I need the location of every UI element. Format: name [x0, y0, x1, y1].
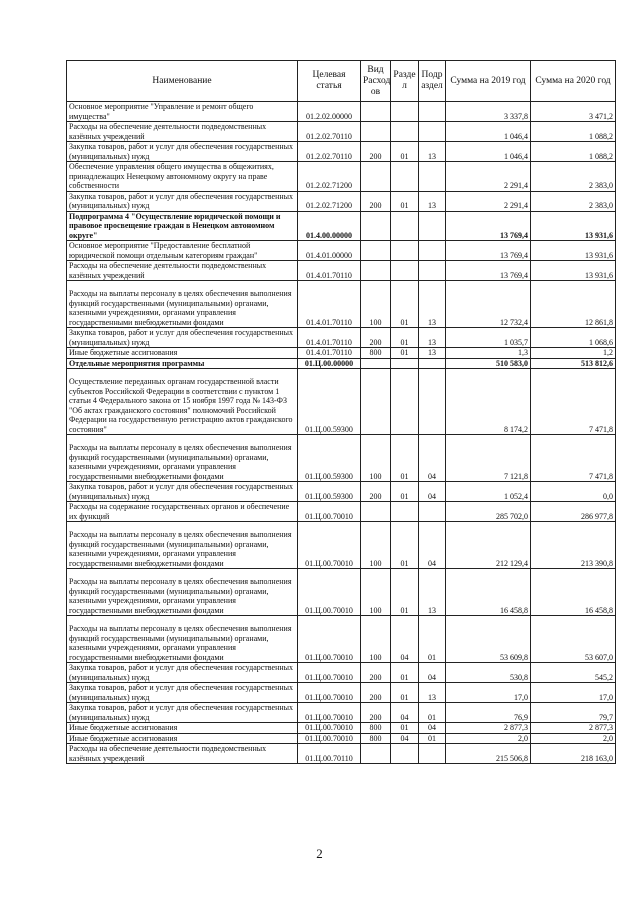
row-target-article: 01.Ц.00.70010	[298, 683, 361, 703]
table-row	[67, 102, 616, 122]
table-row	[67, 358, 616, 369]
row-section: 01	[391, 683, 419, 703]
row-expense-type	[361, 502, 391, 522]
row-name: Иные бюджетные ассигнования	[67, 733, 298, 744]
row-target-article: 01.Ц.00.70010	[298, 723, 361, 734]
table-header	[67, 61, 616, 102]
row-sum-2020: 0,0	[531, 482, 616, 502]
page-number: 2	[316, 846, 323, 861]
row-subsection	[419, 261, 446, 281]
row-sum-2020: 286 977,8	[531, 502, 616, 522]
row-target-article: 01.Ц.00.70010	[298, 569, 361, 616]
row-expense-type	[361, 369, 391, 435]
row-expense-type: 200	[361, 663, 391, 683]
row-sum-2020: 2 383,0	[531, 191, 616, 211]
row-sum-2020: 2 877,3	[531, 723, 616, 734]
row-subsection: 01	[419, 616, 446, 663]
row-sum-2020: 17,0	[531, 683, 616, 703]
row-sum-2020: 13 931,6	[531, 241, 616, 261]
row-section	[391, 502, 419, 522]
row-subsection	[419, 102, 446, 122]
row-sum-2019: 8 174,2	[446, 369, 531, 435]
header-name: Наименование	[67, 61, 298, 102]
row-sum-2020: 3 471,2	[531, 102, 616, 122]
row-sum-2020: 7 471,8	[531, 435, 616, 482]
row-subsection: 04	[419, 663, 446, 683]
row-target-article: 01.2.02.00000	[298, 102, 361, 122]
row-section	[391, 261, 419, 281]
table-row	[67, 723, 616, 734]
row-section	[391, 211, 419, 241]
row-expense-type: 100	[361, 522, 391, 569]
row-sum-2019: 12 732,4	[446, 281, 531, 328]
row-sum-2019: 1 035,7	[446, 328, 531, 348]
row-sum-2019: 7 121,8	[446, 435, 531, 482]
row-subsection: 04	[419, 435, 446, 482]
table-row	[67, 122, 616, 142]
row-section	[391, 241, 419, 261]
row-sum-2020: 13 931,6	[531, 261, 616, 281]
row-name: Расходы на выплаты персоналу в целях обеспечения выполнения функций государственными (муниципальными) органами, казенными учреждениями, органами управления государственными внебюджетными фондами	[67, 522, 298, 569]
row-name: Подпрограмма 4 "Осуществление юридической помощи и правовое просвещение граждан в Ненецком автономном округе"	[67, 211, 298, 241]
row-target-article: 01.Ц.00.70010	[298, 703, 361, 723]
row-subsection: 13	[419, 328, 446, 348]
row-section	[391, 358, 419, 369]
row-sum-2020: 213 390,8	[531, 522, 616, 569]
row-name: Основное мероприятие "Управление и ремонт общего имущества"	[67, 102, 298, 122]
row-target-article: 01.2.02.70110	[298, 122, 361, 142]
row-sum-2019: 17,0	[446, 683, 531, 703]
row-sum-2019: 13 769,4	[446, 211, 531, 241]
row-subsection	[419, 122, 446, 142]
row-section: 01	[391, 142, 419, 162]
row-subsection: 13	[419, 348, 446, 359]
row-target-article: 01.4.01.70110	[298, 261, 361, 281]
row-sum-2020: 2,0	[531, 733, 616, 744]
table-row	[67, 435, 616, 482]
row-section: 04	[391, 703, 419, 723]
row-subsection	[419, 358, 446, 369]
table-row	[67, 328, 616, 348]
row-name: Обеспечение управления общего имущества в общежитиях, принадлежащих Ненецкому автономному округу на праве собственности	[67, 162, 298, 192]
table-row	[67, 142, 616, 162]
table-row	[67, 369, 616, 435]
row-sum-2020: 12 861,8	[531, 281, 616, 328]
row-sum-2020: 53 607,0	[531, 616, 616, 663]
row-expense-type: 800	[361, 733, 391, 744]
row-subsection	[419, 502, 446, 522]
row-target-article: 01.4.00.00000	[298, 211, 361, 241]
row-section: 01	[391, 723, 419, 734]
row-name: Расходы на обеспечение деятельности подведомственных казённых учреждений	[67, 744, 298, 764]
row-subsection: 13	[419, 683, 446, 703]
table-row	[67, 733, 616, 744]
table-row	[67, 703, 616, 723]
row-expense-type	[361, 744, 391, 764]
row-expense-type	[361, 358, 391, 369]
row-target-article: 01.Ц.00.70010	[298, 616, 361, 663]
budget-table	[66, 60, 616, 764]
row-expense-type	[361, 122, 391, 142]
row-sum-2019: 2 291,4	[446, 162, 531, 192]
row-sum-2020: 1 068,6	[531, 328, 616, 348]
row-target-article: 01.Ц.00.00000	[298, 358, 361, 369]
row-sum-2020: 513 812,6	[531, 358, 616, 369]
row-target-article: 01.4.01.00000	[298, 241, 361, 261]
row-expense-type	[361, 241, 391, 261]
row-target-article: 01.Ц.00.59300	[298, 435, 361, 482]
row-target-article: 01.2.02.71200	[298, 162, 361, 192]
row-target-article: 01.4.01.70110	[298, 348, 361, 359]
row-sum-2019: 1 052,4	[446, 482, 531, 502]
row-name: Осуществление переданных органам государственной власти субъектов Российской Федерации в соответствии с пунктом 1 статьи 4 Федерального закона от 15 ноября 1997 года № 143-ФЗ "Об актах гражданского состояния" полномочий Российской Федерации на государственную регистрацию актов гражданского состояния"	[67, 369, 298, 435]
row-section: 01	[391, 522, 419, 569]
row-expense-type: 200	[361, 482, 391, 502]
row-target-article: 01.4.01.70110	[298, 328, 361, 348]
row-sum-2019: 76,9	[446, 703, 531, 723]
row-expense-type	[361, 261, 391, 281]
row-sum-2020: 16 458,8	[531, 569, 616, 616]
table-row	[67, 663, 616, 683]
row-name: Иные бюджетные ассигнования	[67, 348, 298, 359]
row-target-article: 01.4.01.70110	[298, 281, 361, 328]
table-row	[67, 683, 616, 703]
row-subsection: 01	[419, 703, 446, 723]
row-name: Расходы на выплаты персоналу в целях обеспечения выполнения функций государственными (муниципальными) органами, казенными учреждениями, органами управления государственными внебюджетными фондами	[67, 569, 298, 616]
row-subsection: 13	[419, 191, 446, 211]
row-section	[391, 162, 419, 192]
row-expense-type: 100	[361, 569, 391, 616]
header-row	[67, 61, 616, 102]
row-subsection: 04	[419, 482, 446, 502]
row-sum-2020: 1 088,2	[531, 142, 616, 162]
row-sum-2019: 1 046,4	[446, 142, 531, 162]
row-subsection: 04	[419, 522, 446, 569]
table-row	[67, 281, 616, 328]
row-sum-2020: 218 163,0	[531, 744, 616, 764]
row-sum-2020: 7 471,8	[531, 369, 616, 435]
row-section: 04	[391, 616, 419, 663]
row-sum-2019: 13 769,4	[446, 241, 531, 261]
row-sum-2019: 2 291,4	[446, 191, 531, 211]
row-sum-2019: 285 702,0	[446, 502, 531, 522]
row-name: Закупка товаров, работ и услуг для обеспечения государственных (муниципальных) нужд	[67, 663, 298, 683]
row-sum-2019: 13 769,4	[446, 261, 531, 281]
header-expense-type: Вид Расход ов	[361, 61, 391, 102]
row-target-article: 01.Ц.00.59300	[298, 482, 361, 502]
row-sum-2019: 2,0	[446, 733, 531, 744]
row-sum-2020: 2 383,0	[531, 162, 616, 192]
row-subsection	[419, 369, 446, 435]
row-section: 04	[391, 733, 419, 744]
row-name: Закупка товаров, работ и услуг для обеспечения государственных (муниципальных) нужд	[67, 328, 298, 348]
row-sum-2019: 510 583,0	[446, 358, 531, 369]
header-target-article: Целевая статья	[298, 61, 361, 102]
row-expense-type	[361, 102, 391, 122]
row-target-article: 01.Ц.00.70010	[298, 502, 361, 522]
row-expense-type: 200	[361, 328, 391, 348]
row-section: 01	[391, 435, 419, 482]
row-name: Расходы на выплаты персоналу в целях обеспечения выполнения функций государственными (муниципальными) органами, казенными учреждениями, органами управления государственными внебюджетными фондами	[67, 281, 298, 328]
table-row	[67, 744, 616, 764]
row-subsection: 13	[419, 569, 446, 616]
row-expense-type: 200	[361, 191, 391, 211]
row-sum-2020: 545,2	[531, 663, 616, 683]
table-row	[67, 162, 616, 192]
row-subsection: 01	[419, 733, 446, 744]
row-sum-2019: 1,3	[446, 348, 531, 359]
row-sum-2019: 3 337,8	[446, 102, 531, 122]
row-section	[391, 122, 419, 142]
row-sum-2019: 530,8	[446, 663, 531, 683]
row-subsection	[419, 211, 446, 241]
row-target-article: 01.2.02.71200	[298, 191, 361, 211]
row-sum-2019: 1 046,4	[446, 122, 531, 142]
header-sum-2020: Сумма на 2020 год	[531, 61, 616, 102]
row-expense-type: 800	[361, 348, 391, 359]
row-section: 01	[391, 569, 419, 616]
table-row	[67, 191, 616, 211]
row-expense-type: 100	[361, 435, 391, 482]
row-sum-2020: 79,7	[531, 703, 616, 723]
row-name: Закупка товаров, работ и услуг для обеспечения государственных (муниципальных) нужд	[67, 482, 298, 502]
row-target-article: 01.Ц.00.70110	[298, 744, 361, 764]
row-subsection: 04	[419, 723, 446, 734]
row-subsection	[419, 162, 446, 192]
row-expense-type: 800	[361, 723, 391, 734]
row-sum-2019: 215 506,8	[446, 744, 531, 764]
row-expense-type: 100	[361, 281, 391, 328]
header-sum-2019: Сумма на 2019 год	[446, 61, 531, 102]
header-subsection: Подр аздел	[419, 61, 446, 102]
row-name: Расходы на содержание государственных органов и обеспечение их функций	[67, 502, 298, 522]
row-name: Расходы на обеспечение деятельности подведомственных казённых учреждений	[67, 261, 298, 281]
row-expense-type: 200	[361, 683, 391, 703]
row-subsection: 13	[419, 142, 446, 162]
row-subsection: 13	[419, 281, 446, 328]
row-name: Расходы на выплаты персоналу в целях обеспечения выполнения функций государственными (муниципальными) органами, казенными учреждениями, органами управления государственными внебюджетными фондами	[67, 616, 298, 663]
table-row	[67, 211, 616, 241]
row-name: Расходы на выплаты персоналу в целях обеспечения выполнения функций государственными (муниципальными) органами, казенными учреждениями, органами управления государственными внебюджетными фондами	[67, 435, 298, 482]
row-target-article: 01.Ц.00.59300	[298, 369, 361, 435]
row-section: 01	[391, 663, 419, 683]
row-name: Закупка товаров, работ и услуг для обеспечения государственных (муниципальных) нужд	[67, 142, 298, 162]
row-section: 01	[391, 482, 419, 502]
row-sum-2020: 13 931,6	[531, 211, 616, 241]
row-target-article: 01.Ц.00.70010	[298, 733, 361, 744]
row-name: Закупка товаров, работ и услуг для обеспечения государственных (муниципальных) нужд	[67, 191, 298, 211]
table-body	[67, 102, 616, 764]
row-section: 01	[391, 328, 419, 348]
row-sum-2019: 53 609,8	[446, 616, 531, 663]
row-name: Основное мероприятие "Предоставление бесплатной юридической помощи отдельным категориям граждан"	[67, 241, 298, 261]
table-row	[67, 348, 616, 359]
table-row	[67, 482, 616, 502]
row-section: 01	[391, 191, 419, 211]
row-sum-2020: 1,2	[531, 348, 616, 359]
row-subsection	[419, 241, 446, 261]
row-section: 01	[391, 281, 419, 328]
table-row	[67, 261, 616, 281]
row-expense-type: 200	[361, 142, 391, 162]
row-section	[391, 744, 419, 764]
row-expense-type	[361, 162, 391, 192]
table-row	[67, 616, 616, 663]
row-expense-type: 200	[361, 703, 391, 723]
table-row	[67, 502, 616, 522]
row-name: Отдельные мероприятия программы	[67, 358, 298, 369]
row-name: Расходы на обеспечение деятельности подведомственных казённых учреждений	[67, 122, 298, 142]
table-row	[67, 241, 616, 261]
row-section: 01	[391, 348, 419, 359]
row-target-article: 01.2.02.70110	[298, 142, 361, 162]
row-target-article: 01.Ц.00.70010	[298, 663, 361, 683]
row-name: Иные бюджетные ассигнования	[67, 723, 298, 734]
row-expense-type: 100	[361, 616, 391, 663]
row-section	[391, 369, 419, 435]
row-target-article: 01.Ц.00.70010	[298, 522, 361, 569]
row-name: Закупка товаров, работ и услуг для обеспечения государственных (муниципальных) нужд	[67, 683, 298, 703]
table-row	[67, 522, 616, 569]
row-sum-2019: 212 129,4	[446, 522, 531, 569]
row-expense-type	[361, 211, 391, 241]
header-section: Разде л	[391, 61, 419, 102]
table-row	[67, 569, 616, 616]
row-subsection	[419, 744, 446, 764]
row-sum-2019: 16 458,8	[446, 569, 531, 616]
row-name: Закупка товаров, работ и услуг для обеспечения государственных (муниципальных) нужд	[67, 703, 298, 723]
row-sum-2020: 1 088,2	[531, 122, 616, 142]
row-sum-2019: 2 877,3	[446, 723, 531, 734]
row-section	[391, 102, 419, 122]
